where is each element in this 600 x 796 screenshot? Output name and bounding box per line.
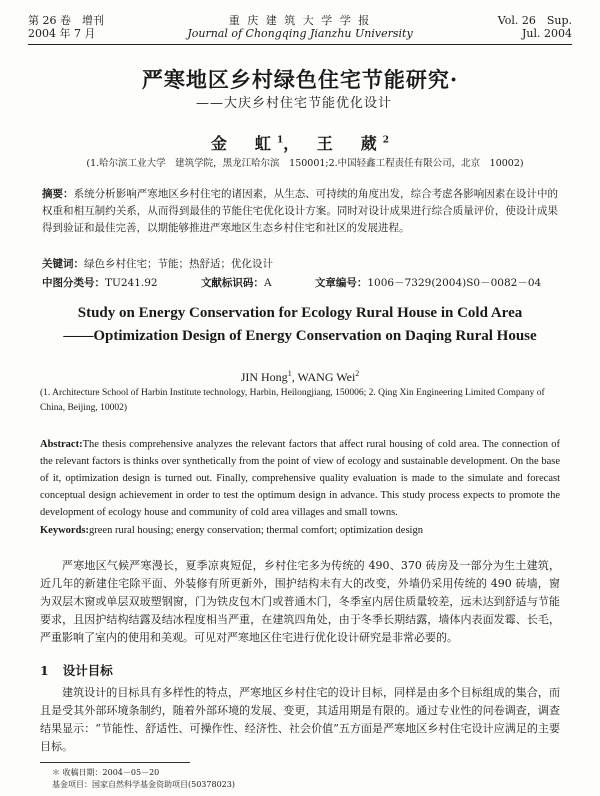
author-cn-2-sup: 2 (382, 135, 390, 146)
author-en-1-sup: 1 (287, 369, 292, 378)
abstract-en-text: The thesis comprehensive analyzes the relevant factors that affect rural housing of cold area. The connection of the relevant factors is thinks over synthetically from the point of view of ecology and sustainable development. On the base of it, optimization design is turned out. Finally, comprehensive quality evaluation is made to the simulate and forecast conceptual design achievement in order to test the optimum design in advance. This study process expects to promote the development of ecology house and community of cold area villages and small towns. (40, 439, 560, 518)
abstract-cn (42, 186, 558, 237)
footnote-received: ＊ 收稿日期：2004－05－20 (52, 768, 160, 777)
header-month-en: Jul. 2004 (522, 27, 572, 40)
header-journal-cn: 重 庆 建 筑 大 学 学 报 (228, 14, 372, 27)
keywords-en-label: Keywords: (40, 525, 89, 536)
article-number-label: 文章编号： (314, 277, 368, 289)
section-heading (40, 661, 113, 679)
doc-code-label: 文献标识码： (200, 277, 264, 289)
running-header (28, 14, 572, 48)
section-1-paragraph: 建筑设计的目标具有多样性的特点，严寒地区乡村住宅的设计目标，同样是由多个目标组成的集合，而且是受其外部环境条制约，随着外部环境的发展、变更，其适用期是有限的。通过专业性的问卷调查，调查结果显示：“节能性、舒适性、可操作性、经济性、社会价值”五方面是严寒地区乡村住宅设计应满足的主要目标。 (40, 686, 560, 753)
abstract-en-label: Abstract: (40, 439, 83, 450)
authors-en (0, 369, 600, 385)
keywords-en-text: green rural housing; energy conservation; thermal comfort; optimization design (89, 525, 423, 536)
header-journal (28, 14, 572, 40)
doc-code-value: A (263, 277, 272, 289)
author-en-1: JIN Hong (240, 370, 288, 384)
abstract-cn-label: 摘要： (42, 188, 74, 200)
classification-line (42, 275, 558, 290)
article-number-value: 1006－7329(2004)S0－0082－04 (367, 277, 542, 289)
author-en-2-sup: 2 (355, 369, 360, 378)
affiliation-cn: (1.哈尔滨工业大学 建筑学院，黑龙江哈尔滨 150001;2.中国轻鑫工程责任有限公司，北京 10002) (86, 158, 524, 169)
section-number: 1 (40, 663, 49, 678)
author-en-2: WANG Wei (297, 370, 356, 384)
paper-title-en: Study on Energy Conservation for Ecology Rural House in Cold Area (77, 305, 523, 321)
author-en-sep: , (291, 370, 298, 384)
author-cn-1: 金 虹 (210, 134, 277, 153)
keywords-cn-label: 关键词： (42, 258, 84, 270)
intro-paragraph: 严寒地区气候严寒漫长，夏季凉爽短促，乡村住宅多为传统的 490、370 砖房及一部分为生土建筑，近几年的新建住宅除平面、外装修有所更新外，围护结构未有大的改变，外墙仍采用传统的 490 砖墙，窗为双层木窗或单层双玻塑钢窗，门为铁皮包木门或普通木门，冬季室内居住质量较差，远未达到舒适与节能要求，且因护结构结露及结冰程度相当严重，在建筑四角处，由于冬季长期结露，墙体内表面发霉、长毛，严重影响了室内的使用和美观。可见对严寒地区住宅进行优化设计研究是非常必要的。 (40, 559, 560, 644)
article-number (315, 277, 561, 289)
abstract-cn-text: 系统分析影响严寒地区乡村住宅的诸因素，从生态、可持续的角度出发，综合考虑各影响因素在设计中的权重和相互制约关系，从而得到最佳的节能住宅优化设计方案。同时对设计成果进行综合质量评价，使设计成果得到验证和最佳完善，以期能够推进严寒地区生态乡村住宅和社区的发展进程。 (42, 188, 558, 234)
author-cn-1-sup: 1 (276, 135, 284, 146)
clc-number (42, 277, 178, 289)
clc-value: TU241.92 (105, 277, 158, 289)
footnote-rule (40, 762, 190, 763)
paper-title-cn: 严寒地区乡村绿色住宅节能研究· (141, 67, 459, 92)
keywords-en (40, 525, 560, 536)
header-vol-en (498, 14, 572, 40)
paper-subtitle-cn: ——大庆乡村住宅节能优化设计 (196, 96, 393, 111)
clc-label: 中图分类号： (42, 277, 105, 289)
doc-code (201, 277, 292, 289)
section-title: 设计目标 (62, 663, 113, 678)
keywords-cn (42, 256, 558, 271)
affiliation-en: (1. Architecture School of Harbin Institute technology, Harbin, Heilongjiang, 150006; 2. Qing Xin Engineering Limited Company of China, Beijing, 10002) (40, 388, 545, 413)
header-volume-issue: 第 26 卷 增刊 (28, 14, 104, 27)
header-journal-en: Journal of Chongqing Jianzhu University (187, 27, 413, 40)
paper-subtitle-en: ——Optimization Design of Energy Conservation on Daqing Rural House (63, 328, 537, 344)
footnote-fund: 基金项目：国家自然科学基金资助项目(50378023) (52, 780, 235, 789)
keywords-cn-text: 绿色乡村住宅；节能；热舒适；优化设计 (84, 258, 273, 270)
header-rule (28, 44, 572, 45)
header-vol-sup: Vol. 26 Sup. (497, 14, 572, 27)
abstract-en (40, 436, 560, 521)
authors-cn: 金 虹$^1$， 王 葳$^2$ (210, 134, 390, 153)
author-cn-2: 王 葳 (316, 134, 383, 153)
header-date: 2004 年 7 月 (28, 27, 96, 40)
